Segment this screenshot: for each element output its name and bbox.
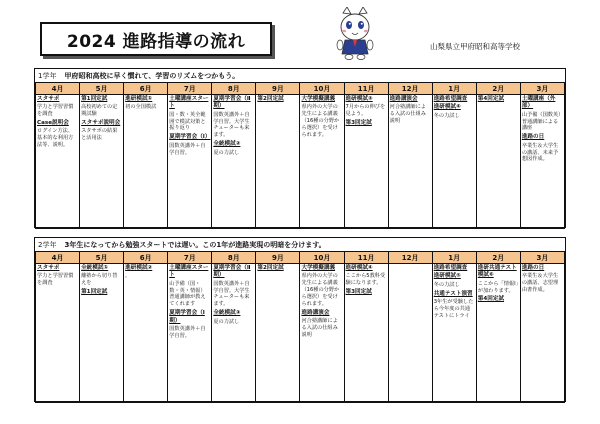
event-title: 土曜講座（外部）	[521, 96, 556, 110]
month-header: 9月	[256, 252, 300, 264]
month-cell	[300, 264, 344, 403]
event-description: 学力と学習習慣を調査	[37, 104, 74, 118]
month-header: 2月	[476, 83, 520, 95]
month-cell	[256, 264, 300, 403]
month-cell	[432, 264, 476, 403]
month-header: 3月	[520, 252, 564, 264]
month-cell	[256, 95, 300, 229]
event-description: ここから5教科受験になります。	[345, 273, 386, 287]
school-name: 山梨県立甲府昭和高等学校	[430, 42, 520, 51]
month-cell	[476, 264, 520, 403]
month-header: 10月	[300, 83, 344, 95]
event-title: スタサポ	[37, 96, 60, 102]
month-header: 10月	[300, 252, 344, 264]
month-cell	[520, 95, 564, 229]
month-header: 7月	[168, 83, 212, 95]
event-description: 冬の力試し	[433, 112, 460, 119]
month-header: 8月	[212, 252, 256, 264]
event-title: 全統模試①	[81, 265, 109, 271]
event-title: 第3回定試	[345, 120, 372, 127]
event-title: 全統模試③	[213, 310, 241, 317]
event-title: 進研模試④	[345, 265, 373, 271]
event-title: 第2回定試	[257, 96, 284, 102]
event-description: 高校初めての定期試験	[81, 104, 118, 118]
event-title: スタサポ説明会	[81, 120, 121, 127]
event-title: 夏期学習会（Ⅱ期）	[213, 265, 251, 279]
year1-section	[34, 68, 566, 228]
month-header: 1月	[432, 83, 476, 95]
month-cell	[36, 95, 80, 229]
month-cell	[388, 95, 432, 229]
month-cell	[124, 95, 168, 229]
event-title: 土曜講座スタート	[169, 265, 209, 279]
month-header: 4月	[36, 252, 80, 264]
event-description: 国数英講外＋自学自習。	[169, 325, 206, 339]
event-description: 夏の力試し	[213, 149, 240, 156]
year2-schedule-table	[35, 251, 565, 403]
month-header: 12月	[388, 252, 432, 264]
event-description: ログイン方法、基本的な利用方法等、説明。	[37, 128, 74, 149]
event-description: 学力と学習習慣を調査	[37, 273, 74, 287]
event-title: 進研模試②	[125, 265, 153, 271]
event-title: 進路希望調査	[433, 265, 468, 271]
month-header: 5月	[80, 252, 124, 264]
event-description: 県内外の大学の先生による講義（16種の分野から選択）を受けられます。	[301, 104, 340, 138]
month-cell	[168, 264, 212, 403]
event-title: 進路講演会	[389, 96, 418, 102]
event-title: 全統模試②	[213, 141, 241, 148]
event-title: 進研模試①	[125, 96, 153, 102]
event-description: 夏の力試し	[213, 318, 240, 325]
month-cell	[432, 95, 476, 229]
event-description: 国数英講外＋自学自習。大学生チューターも来ます。	[213, 111, 250, 139]
month-header: 5月	[80, 83, 124, 95]
month-header: 8月	[212, 83, 256, 95]
month-cell	[520, 264, 564, 403]
event-description: 卒業生＆大学生の講話、未来予想図作成。	[521, 142, 559, 163]
event-title: 進研模試③	[345, 96, 373, 102]
month-cell	[300, 95, 344, 229]
month-cell	[476, 95, 520, 229]
event-description: 県内外の大学の先生による講義（16種の分野から選択）を受けられます。	[301, 273, 340, 307]
month-header: 6月	[124, 83, 168, 95]
year2-section	[34, 237, 566, 402]
event-title: 夏期学習会（Ⅰ）	[169, 134, 211, 141]
event-description: 3年生が受験したら今年度の共通テストにトライ	[433, 298, 474, 319]
year1-header	[35, 69, 565, 82]
event-title: 第1回定試	[81, 96, 108, 102]
event-description: 冬の力試し	[433, 281, 460, 288]
event-title: 大学模擬講義	[301, 96, 336, 102]
event-description: 河合塾講師による入試の仕組み説明	[389, 104, 426, 125]
month-header: 12月	[388, 83, 432, 95]
event-title: 第3回定試	[345, 289, 372, 296]
event-description: 卒業生＆大学生の講話、志望理由書作成。	[521, 273, 559, 294]
event-title: 第2回定試	[257, 265, 284, 271]
year1-schedule-table	[35, 82, 565, 229]
event-title: 進研模試⑤	[433, 273, 461, 280]
event-title: 共通テスト演習	[433, 290, 473, 297]
month-cell	[212, 95, 256, 229]
month-cell	[168, 95, 212, 229]
month-header: 4月	[36, 83, 80, 95]
event-description: 国数英講外＋自学自習。	[169, 142, 206, 156]
event-title: 進研共通テスト模試⑥	[477, 265, 517, 279]
month-cell	[36, 264, 80, 403]
month-cell	[344, 95, 388, 229]
year2-activity-row	[36, 264, 565, 403]
event-description: 山予備（国・数・英・情報）普通講師が教えてくれます	[169, 280, 206, 308]
month-cell	[80, 264, 124, 403]
mascot-character-icon	[333, 7, 377, 61]
page-title: 2024 進路指導の流れ	[40, 22, 272, 56]
month-cell	[344, 264, 388, 403]
event-description: 国・数・英全範囲で模試対策と振り返り	[169, 111, 206, 132]
event-title: 進路講演会	[301, 309, 330, 316]
event-title: 進路の日	[521, 134, 545, 141]
month-header-row	[36, 252, 565, 264]
month-header: 9月	[256, 83, 300, 95]
year1-theme: 甲府昭和高校に早く慣れて、学習のリズムをつかもう。	[64, 71, 240, 80]
month-header: 11月	[344, 83, 388, 95]
year2-label: 2学年	[38, 240, 57, 249]
year2-header	[35, 238, 565, 251]
event-title: 夏期学習会（Ⅰ期）	[169, 310, 205, 324]
event-description: 国数英講外＋自学自習。大学生チューターも来ます。	[213, 280, 250, 308]
month-header: 1月	[432, 252, 476, 264]
event-description: 河合塾講師による入試の仕組み説明	[301, 318, 338, 338]
month-header-row	[36, 83, 565, 95]
event-title: 進路希望調査	[433, 96, 468, 102]
event-description: スタサポの結果と活用法	[81, 128, 118, 142]
event-title: スタサポ	[37, 265, 60, 271]
event-description: 7月からの伸びを見よう。	[345, 104, 386, 118]
event-description: 山予備（国数英）普通講師による講座	[521, 111, 561, 132]
month-header: 2月	[476, 252, 520, 264]
event-description: 離塾から切り替えを	[81, 273, 118, 287]
event-title: 第1回定試	[81, 289, 108, 296]
event-title: 第4回定試	[477, 96, 505, 102]
event-title: 進研模試④	[433, 104, 461, 111]
month-cell	[80, 95, 124, 229]
month-header: 11月	[344, 252, 388, 264]
event-title: 第4回定試	[477, 296, 505, 303]
event-title: 進路の日	[521, 265, 545, 271]
month-header: 3月	[520, 83, 564, 95]
event-title: 大学模擬講義	[301, 265, 336, 271]
event-title: 夏期学習会（Ⅱ期）	[213, 96, 251, 110]
event-title: 土曜講座スタート	[169, 96, 209, 110]
month-header: 7月	[168, 252, 212, 264]
event-description: 。	[125, 273, 131, 280]
month-cell	[124, 264, 168, 403]
month-cell	[212, 264, 256, 403]
event-description: 初の全国模試	[125, 104, 157, 111]
year1-label: 1学年	[38, 71, 57, 80]
year2-theme: 3年生になってから勉強スタートでは遅い。この1年が進路実現の明暗を分けます。	[64, 240, 326, 249]
event-title: Case説明会	[37, 120, 69, 127]
month-cell	[388, 264, 432, 403]
year1-activity-row	[36, 95, 565, 229]
event-description: ここから「情報Ⅰ」が加わります。	[477, 280, 519, 294]
month-header: 6月	[124, 252, 168, 264]
